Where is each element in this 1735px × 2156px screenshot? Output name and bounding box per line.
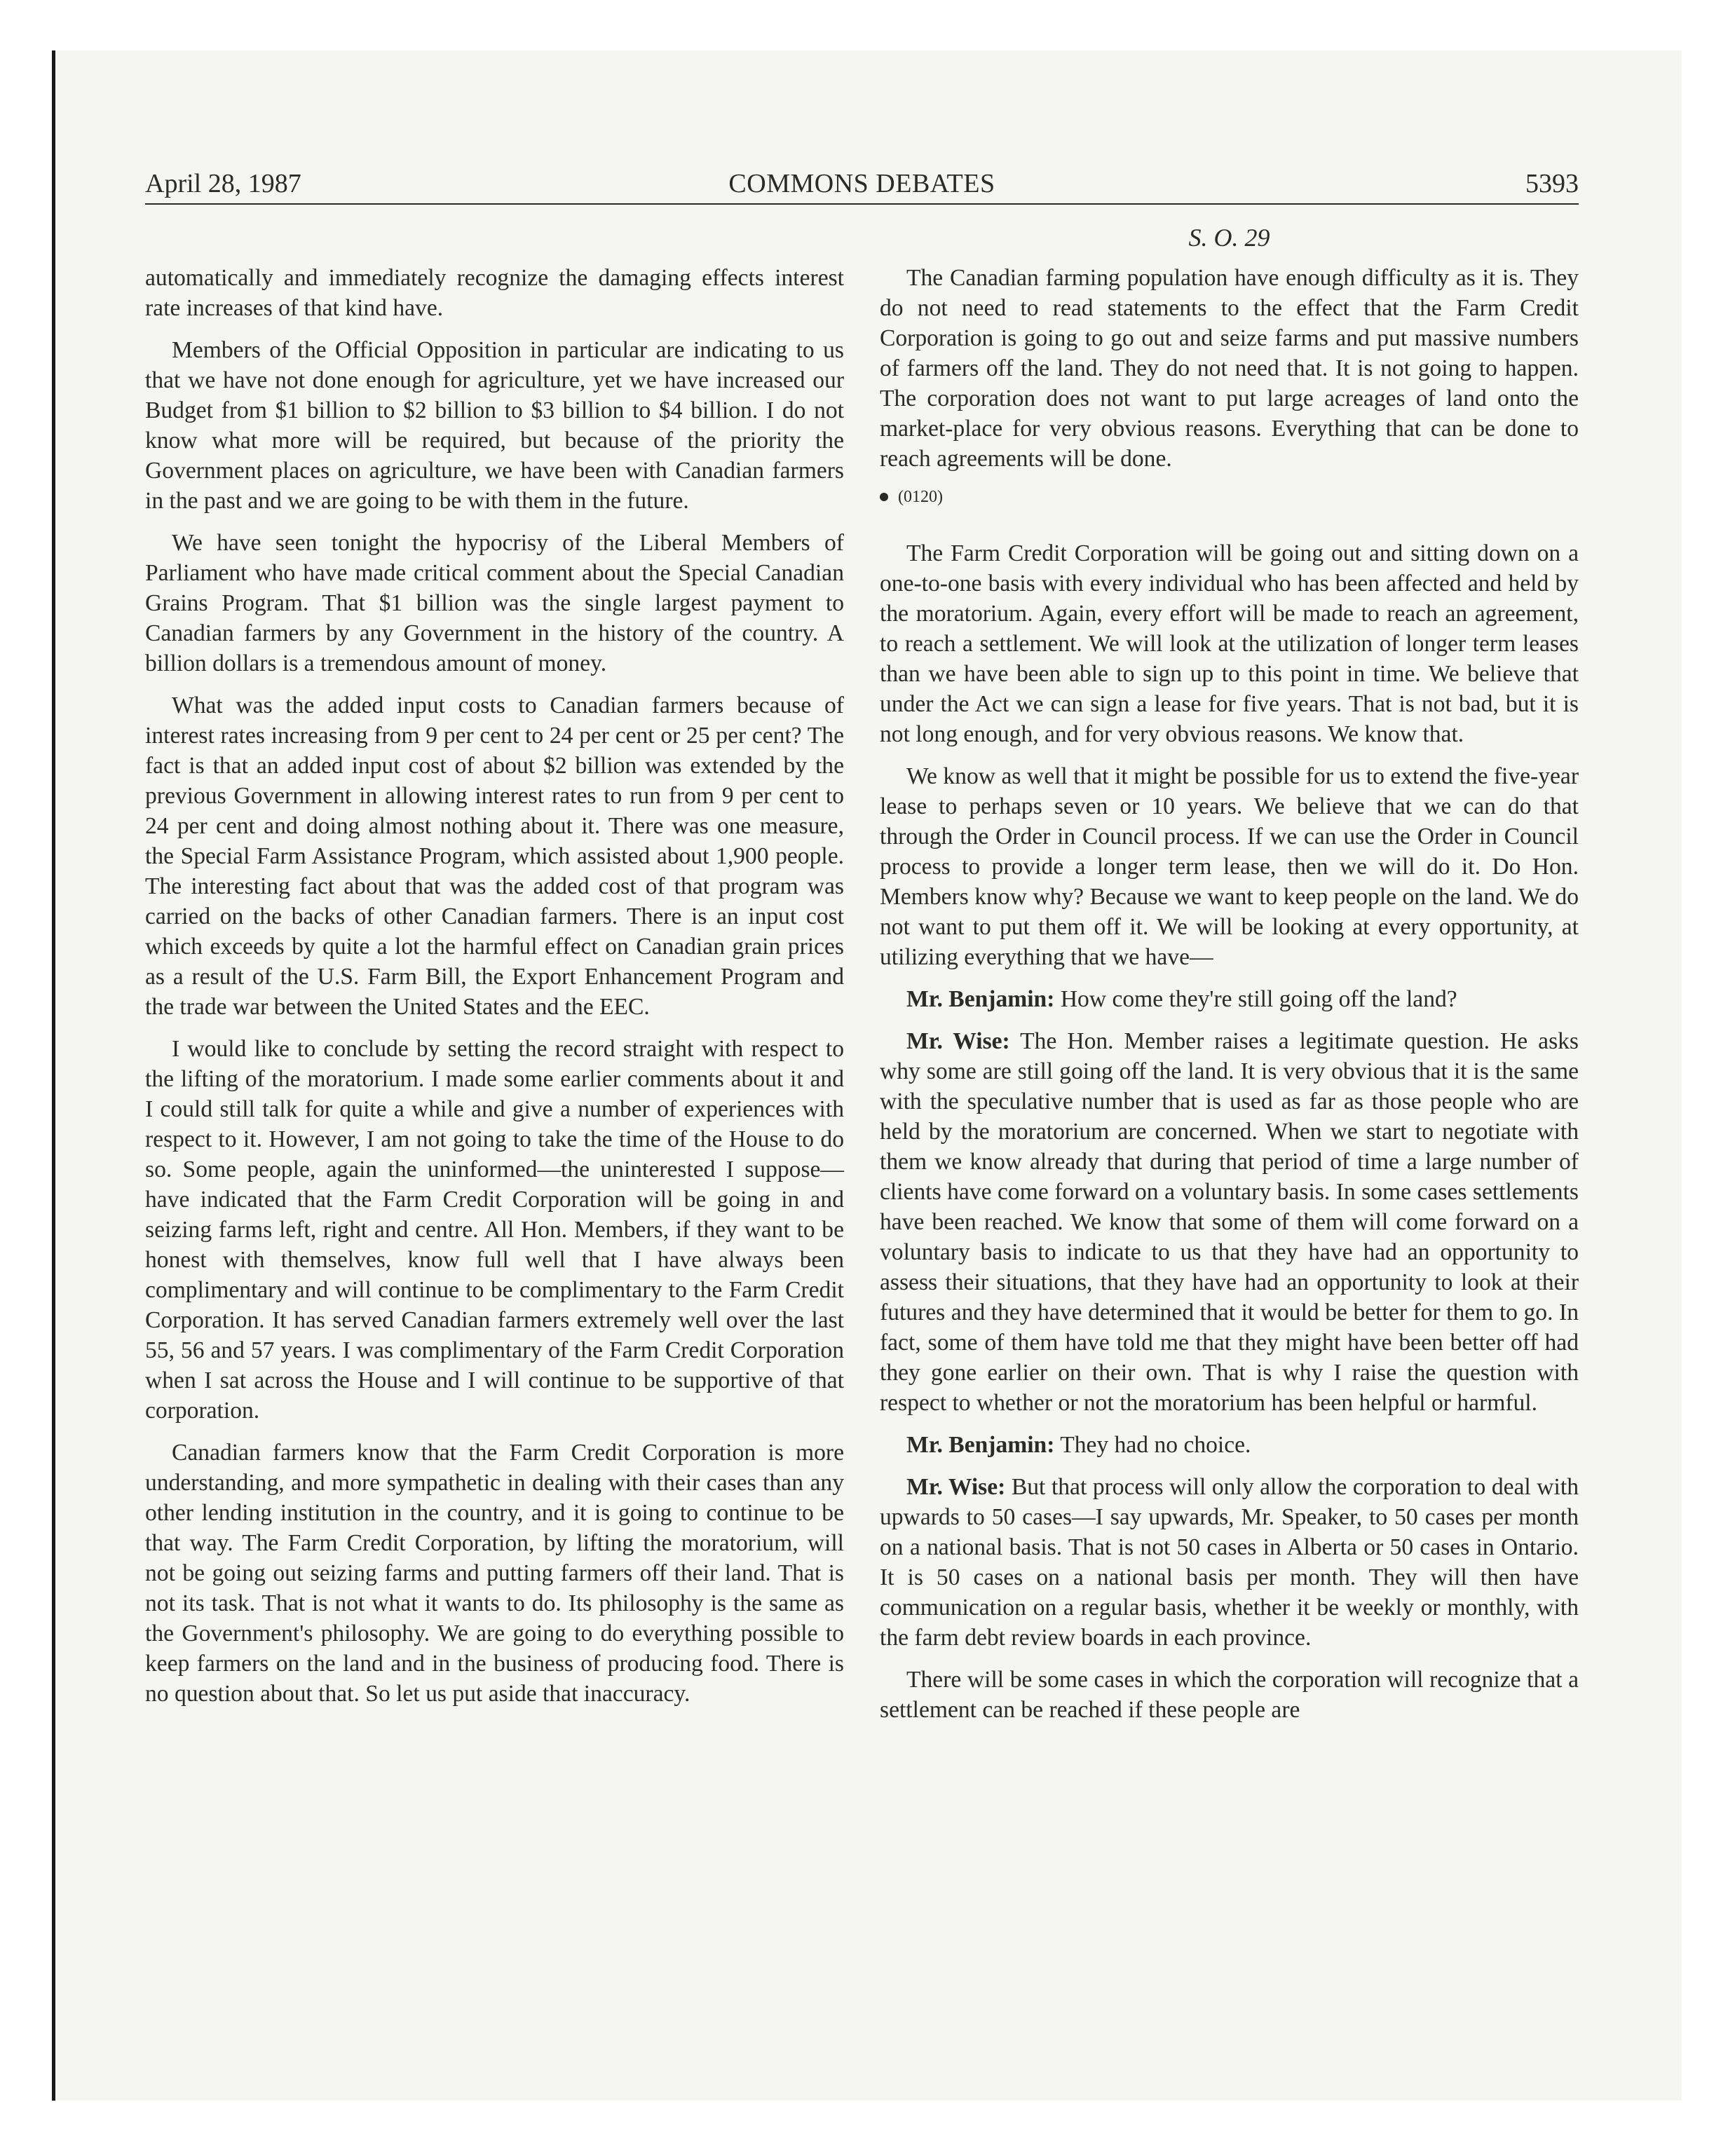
time-marker-text: (0120) — [898, 488, 943, 506]
speech-paragraph — [880, 984, 1579, 1014]
binding-edge — [52, 50, 55, 2101]
speech-paragraph — [880, 1472, 1579, 1653]
speaker-name: Mr. Wise: — [906, 1028, 1010, 1054]
speech-paragraph — [880, 1026, 1579, 1418]
right-column — [880, 263, 1579, 1737]
speech-text: How come they're still going off the land? — [1060, 986, 1457, 1012]
header-title: COMMONS DEBATES — [728, 169, 995, 198]
bullet-icon — [880, 493, 888, 501]
paragraph: The Farm Credit Corporation will be going out and sitting down on a one-to-one basis with every individual who has been affected and held by the moratorium. Again, every effort will be made to reach an agreement, to reach a settlement. We will look at the utilization of longer term leases than we have been able to sign up to this point in time. We believe that under the Act we can sign a lease for five years. That is not bad, but it is not long enough, and for very obvious reasons. We know that. — [880, 540, 1579, 747]
speech-paragraph — [880, 1430, 1579, 1460]
page-header — [145, 168, 1579, 207]
paragraph: The Canadian farming population have enough difficulty as it is. They do not need to read statements to the effect that the Farm Credit Corporation is going to go out and seize farms and put massive numbers of farmers off the land. They do not need that. It is not going to happen. The corporation does not want to put large acreages of land onto the market-place for very obvious reasons. Everything that can be done to reach agreements will be done. — [880, 265, 1579, 472]
speech-text: They had no choice. — [1060, 1432, 1251, 1458]
paragraph: Canadian farmers know that the Farm Credit Corporation is more understanding, and more sympathetic in dealing with their cases than any other lending institution in the country, and it is going to continue to be that way. The Farm Credit Corporation, by lifting the moratorium, will not be going out seizing farms and putting farmers off their land. That is not its task. That is not what it wants to do. Its philosophy is the same as the Government's philosophy. We are going to do everything possible to keep farmers on the land and in the business of producing food. There is no question about that. So let us put aside that inaccuracy. — [145, 1440, 844, 1707]
paragraph: I would like to conclude by setting the record straight with respect to the lifting of the moratorium. I made some earlier comments about it and I could still talk for quite a while and give a number of experiences with respect to it. However, I am not going to take the time of the House to do so. Some people, again the uninformed—the uninterested I suppose—have indicated that the Farm Credit Corporation will be going in and seizing farms left, right and centre. All Hon. Members, if they want to be honest with themselves, know full well that I have always been complimentary and will continue to be complimentary to the Farm Credit Corporation. It has served Canadian farmers extremely well over the last 55, 56 and 57 years. I was complimentary of the Farm Credit Corporation when I sat across the House and I will continue to be supportive of that corporation. — [145, 1036, 844, 1424]
paragraph: What was the added input costs to Canadian farmers because of interest rates increasing from 9 per cent to 24 per cent or 25 per cent? The fact is that an added input cost of about $2 billion was extended by the previous Government in allowing interest rates to run from 9 per cent to 24 per cent and doing almost nothing about it. There was one measure, the Special Farm Assistance Program, which assisted about 1,900 people. The interesting fact about that was the added cost of that program was carried on the backs of other Canadian farmers. There is an input cost which exceeds by quite a lot the harmful effect on Canadian grain prices as a result of the U.S. Farm Bill, the Export Enhancement Program and the trade war between the United States and the EEC. — [145, 692, 844, 1020]
paragraph: We have seen tonight the hypocrisy of the Liberal Members of Parliament who have made critical comment about the Special Canadian Grains Program. That $1 billion was the single largest payment to Canadian farmers by any Government in the history of the country. A billion dollars is a tremendous amount of money. — [145, 530, 844, 676]
speaker-name: Mr. Benjamin: — [906, 986, 1055, 1012]
paragraph: automatically and immediately recognize the damaging effects interest rate increases of that kind have. — [145, 265, 844, 321]
left-column — [145, 263, 844, 1721]
header-page-number: 5393 — [1525, 169, 1579, 198]
paragraph: We know as well that it might be possible for us to extend the five-year lease to perhaps seven or 10 years. We believe that we can do that through the Order in Council process. If we can use the Order in Council process to provide a longer term lease, then we will do it. Do Hon. Members know why? Because we want to keep people on the land. We do not want to put them off it. We will be looking at every opportunity, at utilizing everything that we have— — [880, 763, 1579, 970]
speaker-name: Mr. Wise: — [906, 1474, 1006, 1500]
time-marker — [880, 486, 1579, 507]
speech-text: But that process will only allow the corporation to deal with upwards to 50 cases—I say upwards, Mr. Speaker, to 50 cases per month on a national basis. That is not 50 cases in Alberta or 50 cases in Ontario. It is 50 cases on a national basis per month. They will then have communication on a regular basis, whether it be weekly or monthly, with the farm debt review boards in each province. — [880, 1474, 1579, 1651]
paragraph: There will be some cases in which the corporation will recognize that a settlement can be reached if these people are — [880, 1667, 1579, 1723]
speaker-name: Mr. Benjamin: — [906, 1432, 1055, 1458]
header-rule — [145, 203, 1579, 205]
paragraph: Members of the Official Opposition in particular are indicating to us that we have not done enough for agriculture, yet we have increased our Budget from $1 billion to $2 billion to $3 billion to $4 billion. I do not know what more will be required, but because of the priority the Government places on agriculture, we have been with Canadian farmers in the past and we are going to be with them in the future. — [145, 337, 844, 514]
header-date: April 28, 1987 — [145, 169, 301, 198]
speech-text: The Hon. Member raises a legitimate question. He asks why some are still going off the land. It is very obvious that it is the same with the speculative number that is used as far as those people who are held by the moratorium are concerned. When we start to negotiate with them we know already that during that period of time a large number of clients have come forward on a voluntary basis. In some cases settlements have been reached. We know that some of them will come forward on a voluntary basis to indicate to us that they have had an opportunity to assess their situations, that they have had an opportunity to look at their futures and they have determined that it would be better for them to go. In fact, some of them have told me that they might have been better off had they gone earlier on their own. That is why I raise the question with respect to whether or not the moratorium has been helpful or harmful. — [880, 1028, 1579, 1416]
running-head: S. O. 29 — [1188, 224, 1270, 252]
